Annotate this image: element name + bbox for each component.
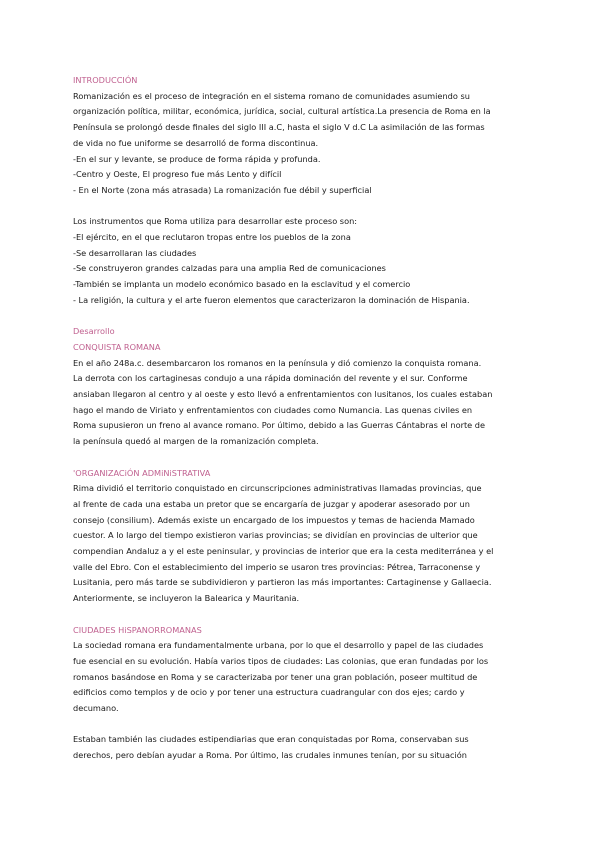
document-body <box>73 73 533 764</box>
conquista-heading: CONQUISTA ROMANA <box>73 341 161 352</box>
ciudades-line: edificios como templos y de ocio y por tener una estructura cuadrangular con dos ejes; cardo y <box>73 687 465 698</box>
intro-heading: INTRODUCCIÓN <box>73 75 138 85</box>
spacer <box>73 199 533 215</box>
organizacion-line: cuestor. A lo largo del tiempo existieron varias provincias; se dividían en provincias de ulterior que <box>73 530 478 541</box>
ciudades-line: Estaban también las ciudades estipendiarias que eran conquistadas por Roma, conservaban sus <box>73 734 469 745</box>
desarrollo-heading: Desarrollo <box>73 326 115 337</box>
instruments-line: -También se implanta un modelo económico basado en la esclavitud y el comercio <box>73 279 411 290</box>
intro-line: Romanización es el proceso de integración en el sistema romano de comunidades asumiendo su <box>73 90 470 101</box>
intro-line: - En el Norte (zona más atrasada) La romanización fue débil y superficial <box>73 184 372 195</box>
conquista-line: la península quedó al margen de la romanización completa. <box>73 436 319 447</box>
conquista-line: hago el mando de Viriato y enfrentamientos con ciudades como Numancia. Las quenas civiles en <box>73 404 473 415</box>
ciudades-line: fue esencial en su evolución. Había varios tipos de ciudades: Las colonias, que eran fundadas por los <box>73 655 489 666</box>
organizacion-line: Rima dividió el territorio conquistado en circunscripciones administrativas llamadas provincias, que <box>73 483 482 494</box>
conquista-line: ansiaban llegaron al centro y al oeste y esto llevó a enfrentamientos con lusitanos, los cuales estaban <box>73 389 493 400</box>
instruments-line: - La religión, la cultura y el arte fueron elementos que caracterizaron la dominación de Hispania. <box>73 294 470 305</box>
ciudades-line: La sociedad romana era fundamentalmente urbana, por lo que el desarrollo y papel de las ciudades <box>73 640 484 651</box>
ciudades-heading: CIUDADES HiSPANORROMANAS <box>73 624 202 635</box>
ciudades-line: derechos, pero debían ayudar a Roma. Por último, las crudales inmunes tenían, por su situación <box>73 750 467 761</box>
organizacion-line: compendian Andaluz a y el este peninsular, y provincias de interior que era la cesta mediterránea y el <box>73 546 494 557</box>
conquista-line: En el año 248a.c. desembarcaron los romanos en la península y dió comienzo la conquista romana. <box>73 357 482 368</box>
instruments-line: Los instrumentos que Roma utiliza para desarrollar este proceso son: <box>73 216 358 227</box>
intro-line: -En el sur y levante, se produce de forma rápida y profunda. <box>73 153 321 164</box>
instruments-line: -El ejército, en el que reclutaron tropas entre los pueblos de la zona <box>73 232 351 243</box>
intro-line: -Centro y Oeste, El progreso fue más Lento y difícil <box>73 169 282 180</box>
organizacion-line: consejo (consilium). Además existe un encargado de los impuestos y temas de hacienda Mamado <box>73 514 475 525</box>
ciudades-line: romanos basándose en Roma y se caracterizaba por tener una gran población, poseer multitud de <box>73 671 478 682</box>
organizacion-line: Anteriormente, se incluyeron la Balearica y Mauritania. <box>73 593 300 604</box>
intro-line: Península se prolongó desde finales del siglo III a.C, hasta el siglo V d.C La asimilación de las formas <box>73 122 485 133</box>
instruments-line: -Se desarrollaran las ciudades <box>73 247 197 258</box>
spacer <box>73 450 533 466</box>
conquista-line: La derrota con los cartaginesas condujo a una rápida dominación del revente y el sur. Conforme <box>73 373 468 384</box>
organizacion-line: valle del Ebro. Con el establecimiento del imperio se usaron tres provincias: Pétrea, Tarraconense y <box>73 561 481 572</box>
intro-line: de vida no fue uniforme se desarrolló de forma discontinua. <box>73 137 319 148</box>
spacer <box>73 717 533 733</box>
conquista-line: Roma supusieron un freno al avance romano. Por último, debido a las Guerras Cántabras el norte de <box>73 420 486 431</box>
spacer <box>73 309 533 325</box>
ciudades-line: decumano. <box>73 703 119 714</box>
organizacion-line: al frente de cada una estaba un pretor que se encargaría de juzgar y apoderar asesorado por un <box>73 498 470 509</box>
organizacion-heading: 'ORGANIZACiÓN ADMiNiSTRATIVA <box>73 467 211 478</box>
intro-line: organización política, militar, económica, jurídica, social, cultural artística.La presencia de Roma en la <box>73 106 491 117</box>
organizacion-line: Lusitania, pero más tarde se subdividieron y partieron las más importantes: Cartaginense y Gallaecia. <box>73 577 492 588</box>
instruments-line: -Se construyeron grandes calzadas para una amplia Red de comunicaciones <box>73 263 386 274</box>
spacer <box>73 607 533 623</box>
